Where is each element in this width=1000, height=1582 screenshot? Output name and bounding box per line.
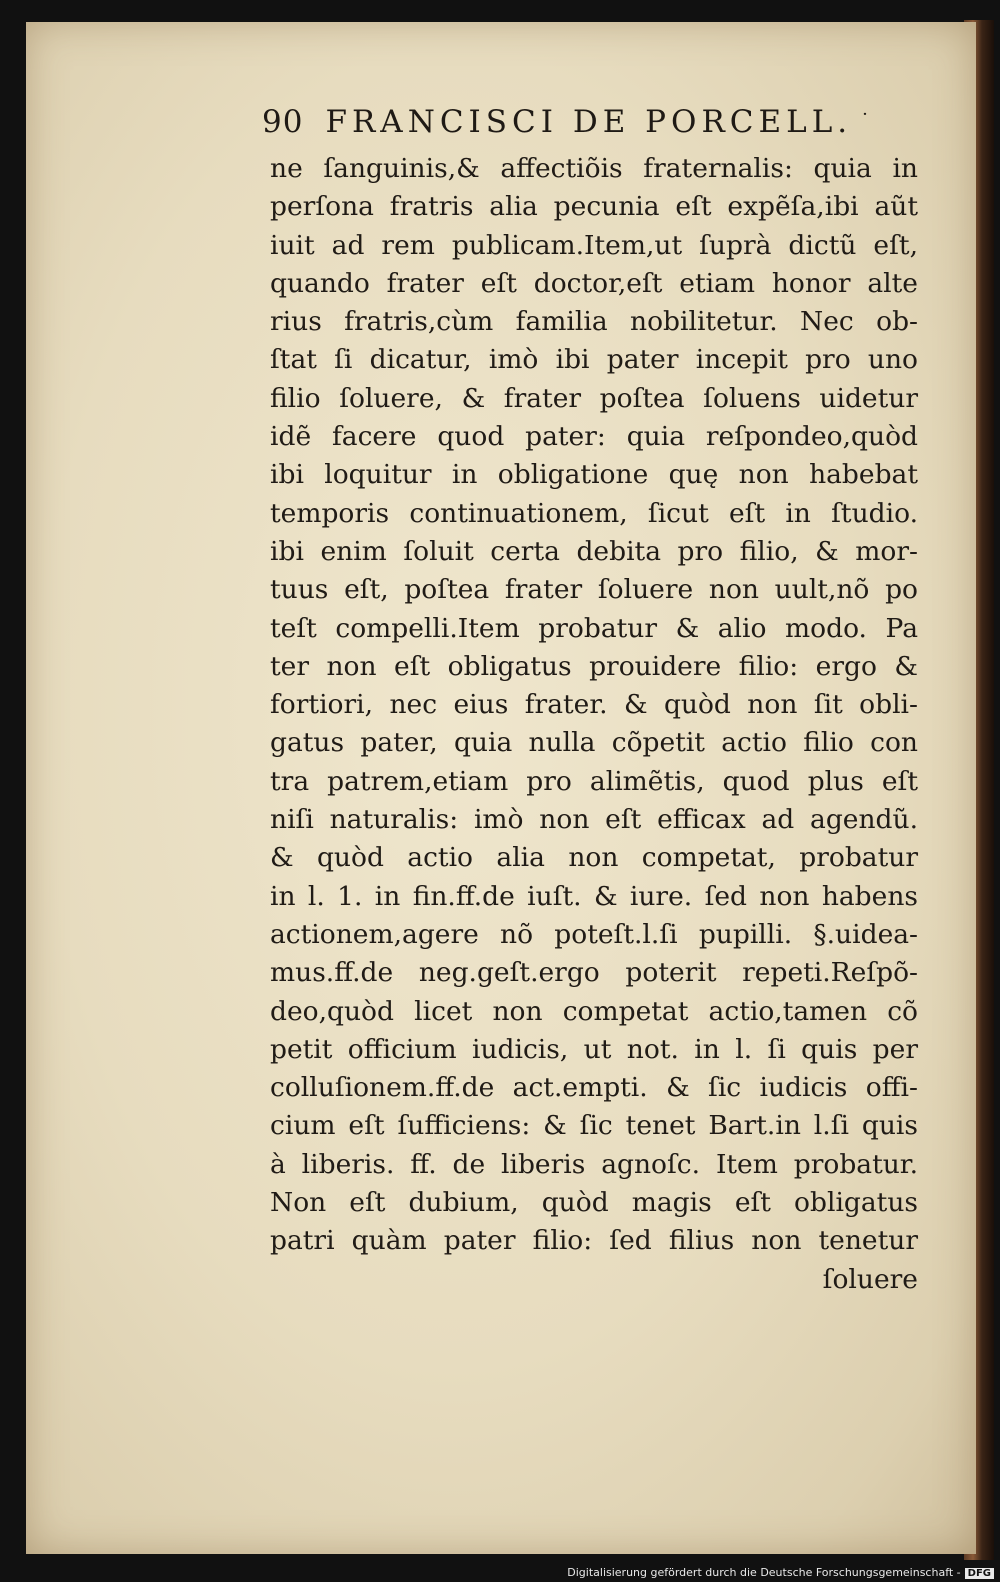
text-line: niſi naturalis: imò non eſt efficax ad agendũ. [270, 804, 918, 836]
text-line: actionem,agere nõ poteſt.l.ſi pupilli. §.uidea- [270, 918, 918, 950]
running-title: FRANCISCI DE PORCELL. [325, 104, 853, 140]
text-line: deo,quòd licet non competat actio,tamen cõ [270, 995, 918, 1027]
text-line: filio ſoluere, & frater poſtea ſoluens uidetur [270, 382, 918, 414]
running-header [262, 104, 882, 144]
text-line: in l. 1. in fin.ff.de iuſt. & iure. ſed non habens [270, 880, 918, 912]
text-line: idẽ facere quod pater: quia reſpondeo,quòd [270, 421, 918, 453]
text-line: tra patrem,etiam pro alimẽtis, quod plus eſt [270, 765, 918, 797]
text-line: Non eſt dubium, quòd magis eſt obligatus [270, 1187, 918, 1219]
text-line: ibi enim ſoluit certa debita pro filio, & mor- [270, 535, 918, 567]
text-line: ter non eſt obligatus prouidere filio: ergo & [270, 650, 918, 682]
text-line: gatus pater, quia nulla cõpetit actio filio con [270, 727, 918, 759]
text-line: à liberis. ff. de liberis agnoſc. Item probatur. [270, 1148, 918, 1180]
text-line: cium eſt ſufficiens: & ſic tenet Bart.in l.ſi quis [270, 1110, 918, 1142]
text-line: mus.ff.de neg.geſt.ergo poterit repeti.Reſpõ- [270, 957, 918, 989]
text-line: & quòd actio alia non competat, probatur [270, 842, 918, 874]
text-line: temporis continuationem, ſicut eſt in ſtudio. [270, 497, 918, 529]
text-line: rius fratris,cùm familia nobilitetur. Nec ob- [270, 306, 918, 338]
digitization-credit [567, 1566, 994, 1579]
body-text [270, 150, 930, 1299]
folio-number: 90 [262, 104, 304, 140]
text-line: fortiori, nec eius frater. & quòd non ſit obli- [270, 689, 918, 721]
text-line: ſtat ſi dicatur, imò ibi pater incepit pro uno [270, 344, 918, 376]
text-line: perſona fratris alia pecunia eſt expẽſa,ibi aũt [270, 191, 918, 223]
text-line: iuit ad rem publicam.Item,ut ſuprà dictũ eſt, [270, 229, 918, 261]
text-line: petit officium iudicis, ut not. in l. ſi quis per [270, 1033, 918, 1065]
text-line: colluſionem.ff.de act.empti. & ſic iudicis offi- [270, 1072, 918, 1104]
dfg-logo: DFG [965, 1568, 994, 1579]
text-line: patri quàm pater filio: ſed filius non tenetur [270, 1225, 918, 1257]
credit-text: Digitalisierung gefördert durch die Deutsche Forschungsgemeinschaft - [567, 1566, 961, 1579]
text-line: teſt compelli.Item probatur & alio modo. Pa [270, 612, 918, 644]
text-line: tuus eſt, poſtea frater ſoluere non uult,nõ po [270, 574, 918, 606]
catchword: ſoluere [822, 1263, 918, 1295]
header-ornament: · [862, 104, 868, 125]
text-line: ne ſanguinis,& affectiõis fraternalis: quia in [270, 153, 918, 184]
text-line: quando frater eſt doctor,eſt etiam honor alte [270, 267, 918, 299]
text-line: ibi loquitur in obligatione quę non habebat [270, 459, 918, 491]
